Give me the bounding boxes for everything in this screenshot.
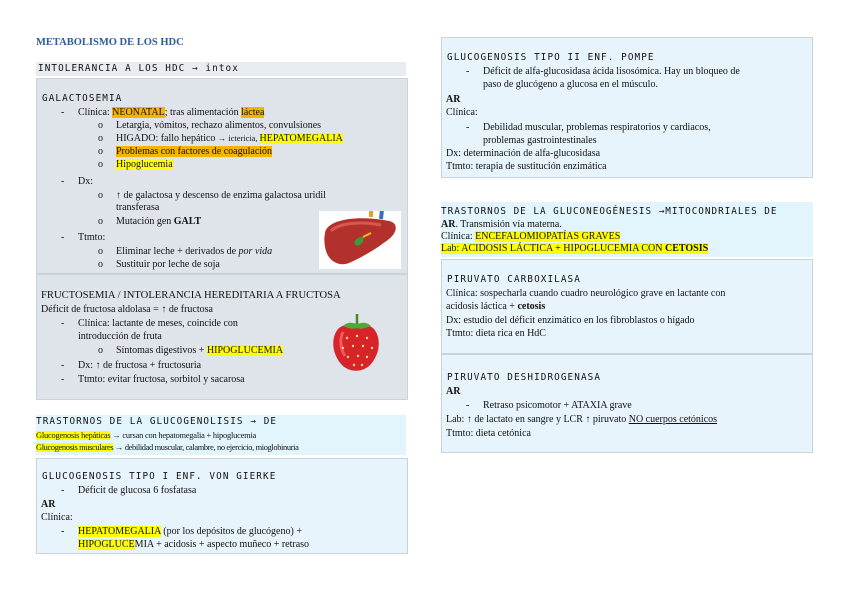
gluconeogenesis-line1	[441, 219, 562, 232]
fructosemia-line1: Déficit de fructosa aldolasa = ↑ de fructosa	[41, 304, 213, 315]
glucogenolisis-header: TRASTORNOS DE LA GLUCOGENOLISIS → DE	[36, 416, 278, 427]
galactosemia-dx2	[116, 216, 201, 229]
hipoglucemia-highlight: Hipoglucemia	[116, 159, 173, 170]
fructosemia-title: FRUCTOSEMIA / INTOLERANCIA HEREDITARIA A FRUCTOSA	[41, 290, 341, 301]
no-cuerpos-text: NO cuerpos cetónicos	[628, 414, 718, 425]
galactosemia-sub2	[116, 133, 343, 146]
ar-text: AR	[441, 219, 456, 230]
gierke-section	[36, 458, 408, 554]
galactosemia-tto2: Sustituir por leche de soja	[116, 259, 220, 270]
galactosemia-dx1b: transferasa	[116, 202, 160, 213]
bullet-circle: o	[98, 259, 103, 270]
gierke-line2	[78, 526, 302, 539]
bullet-dash: -	[61, 318, 65, 329]
fructosemia-tto: Ttmto: evitar fructosa, sorbitol y sacarosa	[78, 374, 245, 385]
lactea-highlight: láctea	[241, 107, 265, 118]
strawberry-icon	[329, 312, 385, 374]
pompe-line1b: paso de glucógeno a glucosa en el músculo.	[483, 79, 658, 90]
bullet-dash: -	[466, 66, 470, 77]
bullet-dash: -	[61, 176, 65, 187]
clinica-label: Clínica:	[441, 231, 476, 242]
pompe-ar: AR	[446, 94, 461, 105]
bullet-dash: -	[61, 360, 65, 371]
acidosis-text: MIA + acidosis + aspecto muñeco + retraso	[134, 539, 310, 550]
glucogenolisis-section	[36, 415, 406, 455]
pompe-c1: Debilidad muscular, problemas respiratorios y cardiacos,	[483, 122, 711, 133]
glucogenolisis-line1	[36, 430, 256, 441]
intolerancia-header-bar	[36, 62, 406, 76]
mutacion-text: Mutación gen	[116, 216, 174, 227]
transmision-text: . Transmisión vía materna.	[455, 219, 562, 230]
pompe-dx: Dx: determinación de alfa-glucosidasa	[446, 148, 601, 159]
fructosemia-dx: Dx: ↑ de fructosa + fructosuria	[78, 360, 202, 371]
hipoglucemia-highlight: HIPOGLUCE	[78, 539, 135, 550]
gluconeogenesis-section	[441, 202, 813, 257]
galactosemia-tto-label: Ttmto:	[78, 232, 106, 243]
bullet-circle: o	[98, 345, 103, 356]
bullet-dash: -	[61, 526, 65, 537]
gierke-line3	[78, 539, 309, 552]
pompe-clinica: Clínica:	[446, 107, 478, 118]
fructosemia-sub1	[116, 345, 283, 358]
gluconeogenesis-line2	[441, 231, 620, 244]
bullet-circle: o	[98, 190, 103, 201]
gierke-line1: Déficit de glucosa 6 fosfatasa	[78, 485, 197, 496]
piruvato-deshidrogenasa-line2	[446, 414, 717, 427]
gierke-clinica: Clínica:	[41, 512, 73, 523]
bullet-circle: o	[98, 159, 103, 170]
bullet-dash: -	[61, 232, 65, 243]
coagulacion-highlight: Problemas con factores de coagulación	[116, 146, 273, 157]
bullet-dash: -	[61, 374, 65, 385]
lab-highlight: Lab: ACIDOSIS LÁCTICA + HIPOGLUCEMIA CON	[441, 243, 665, 254]
bullet-circle: o	[98, 216, 103, 227]
hepaticas-highlight: Glucogenosis hepáticas	[36, 431, 111, 440]
fructosemia-clin2: introducción de fruta	[78, 331, 162, 342]
hepatomegalia-highlight: HEPATOMEGALIA	[78, 526, 161, 537]
galactosemia-title: GALACTOSEMIA	[42, 93, 123, 104]
piruvato-deshidrogenasa-tto: Ttmto: dieta cetónica	[446, 428, 531, 439]
musculares-highlight: Glucogenosis musculares	[36, 443, 114, 452]
encefalomiopatias-highlight: ENCEFALOMIOPATÍAS GRAVES	[475, 231, 621, 242]
galactosemia-clinica	[78, 107, 264, 120]
intolerancia-header: INTOLERANCIA A LOS HDC → intox	[38, 63, 239, 74]
page-title: METABOLISMO DE LOS HDC	[36, 37, 184, 48]
bullet-circle: o	[98, 133, 103, 144]
bullet-circle: o	[98, 246, 103, 257]
bullet-dash: -	[61, 107, 65, 118]
clinica-label: Clínica:	[78, 107, 113, 118]
galactosemia-sub1: Letargia, vómitos, rechazo alimentos, convulsiones	[116, 120, 322, 131]
piruvato-deshidrogenasa-section	[441, 354, 813, 453]
fructosemia-clin1: Clínica: lactante de meses, coincide con	[78, 318, 238, 329]
piruvato-carboxilasa-line1: Clínica: sospecharla cuando cuadro neurológico grave en lactante con	[446, 288, 726, 299]
piruvato-carboxilasa-line2	[446, 301, 545, 314]
galactosemia-section	[36, 78, 408, 274]
musculares-text: → debilidad muscular, calambre, no ejercicio, mioglobinuria	[113, 443, 299, 452]
eliminar-text: Eliminar leche + derivados de	[116, 246, 239, 257]
galactosemia-dx1: ↑ de galactosa y descenso de enzima galactosa uridil	[116, 190, 326, 201]
fructosemia-section	[36, 274, 408, 400]
gierke-title: GLUCOGENOSIS TIPO I ENF. VON GIERKE	[42, 471, 277, 482]
pompe-line1: Déficit de alfa-glucosidasa ácida lisosómica. Hay un bloqueo de	[483, 66, 740, 77]
bullet-dash: -	[466, 400, 470, 411]
galactosemia-tto1	[116, 246, 272, 259]
hepaticas-text: → cursan con hepatomegalia + hipoglucemia	[110, 431, 257, 440]
pompe-tto: Ttmto: terapia de sustitución enzimática	[446, 161, 607, 172]
galt-text: GALT	[173, 216, 202, 227]
pompe-c1b: problemas gastrointestinales	[483, 135, 597, 146]
hepatomegalia-highlight: HEPATOMEGALIA	[259, 133, 343, 144]
piruvato-carboxilasa-section	[441, 259, 813, 354]
piruvato-deshidrogenasa-title: PIRUVATO DESHIDROGENASA	[447, 372, 602, 383]
piruvato-deshidrogenasa-line1: Retraso psicomotor + ATAXIA grave	[483, 400, 632, 411]
gierke-ar: AR	[41, 499, 56, 510]
depositos-text: (por los depósitos de glucógeno) +	[160, 526, 302, 537]
galactosemia-dx-label: Dx:	[78, 176, 93, 187]
cetosis-highlight: CETOSIS	[664, 243, 709, 254]
hipoglucemia-highlight: HIPOGLUCEMIA	[206, 345, 284, 356]
clinica-mid: ; tras alimentación	[164, 107, 242, 118]
ictericia-text: → ictericia,	[217, 134, 260, 143]
piruvato-carboxilasa-tto: Ttmto: dieta rica en HdC	[446, 328, 546, 339]
galactosemia-sub3	[116, 146, 272, 159]
galactosemia-sub4	[116, 159, 173, 172]
higado-text: HIGADO: fallo hepático	[116, 133, 218, 144]
glucogenolisis-line2	[36, 442, 299, 453]
cetosis-text: cetosis	[517, 301, 546, 312]
piruvato-deshidrogenasa-ar: AR	[446, 386, 461, 397]
lab-text: Lab: ↑ de lactato en sangre y LCR ↑ piruvato	[446, 414, 629, 425]
piruvato-carboxilasa-dx: Dx: estudio del déficit enzimático en los fibroblastos o hígado	[446, 315, 695, 326]
gluconeogenesis-header: TRASTORNOS DE LA GLUCONEOGÉNESIS →MITOCONDRIALES DE	[441, 206, 778, 217]
bullet-dash: -	[61, 485, 65, 496]
neonatal-highlight: NEONATAL	[112, 107, 165, 118]
liver-icon	[319, 211, 401, 269]
pompe-title: GLUCOGENOSIS TIPO II ENF. POMPE	[447, 52, 655, 63]
bullet-dash: -	[466, 122, 470, 133]
bullet-circle: o	[98, 120, 103, 131]
acidosis-text: acidosis láctica +	[446, 301, 518, 312]
sintomas-text: Síntomas digestivos +	[116, 345, 207, 356]
piruvato-carboxilasa-title: PIRUVATO CARBOXILASA	[447, 274, 581, 285]
gluconeogenesis-line3	[441, 243, 708, 256]
por-vida-text: por vida	[238, 246, 273, 257]
bullet-circle: o	[98, 146, 103, 157]
pompe-section	[441, 37, 813, 178]
